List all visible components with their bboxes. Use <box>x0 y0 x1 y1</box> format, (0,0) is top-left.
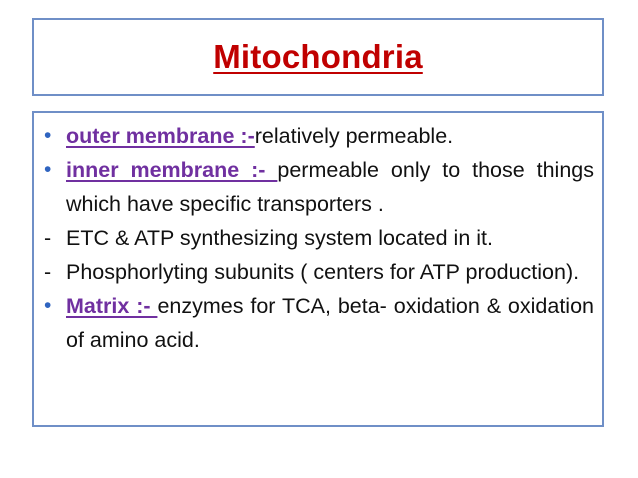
list-item-matrix <box>44 289 594 357</box>
item-text: relatively permeable. <box>254 124 454 148</box>
list-item-inner-membrane <box>44 153 594 221</box>
list-item-outer-membrane <box>44 119 594 153</box>
title-box <box>32 18 604 96</box>
term-matrix: Matrix :- <box>66 294 158 318</box>
list-item-phosphorlyting <box>44 255 594 289</box>
dash-marker: - <box>44 226 52 250</box>
item-text: permeable only to those things which have specific transporters . <box>66 158 594 216</box>
bullet-icon: • <box>44 158 52 181</box>
bullet-icon: • <box>44 294 52 317</box>
content-box <box>32 111 604 427</box>
term-outer-membrane: outer membrane :- <box>66 124 255 148</box>
term-inner-membrane: inner membrane :- <box>66 158 278 182</box>
list-item-etc-atp <box>44 221 594 255</box>
slide-title: Mitochondria <box>213 38 423 75</box>
dash-marker: - <box>44 260 52 284</box>
item-text: Phosphorlyting subunits ( centers for ATP production). <box>66 260 580 284</box>
item-text: enzymes for TCA, beta- oxidation & oxidation of amino acid. <box>66 294 594 352</box>
bullet-icon: • <box>44 124 52 147</box>
item-text: ETC & ATP synthesizing system located in it. <box>66 226 493 250</box>
